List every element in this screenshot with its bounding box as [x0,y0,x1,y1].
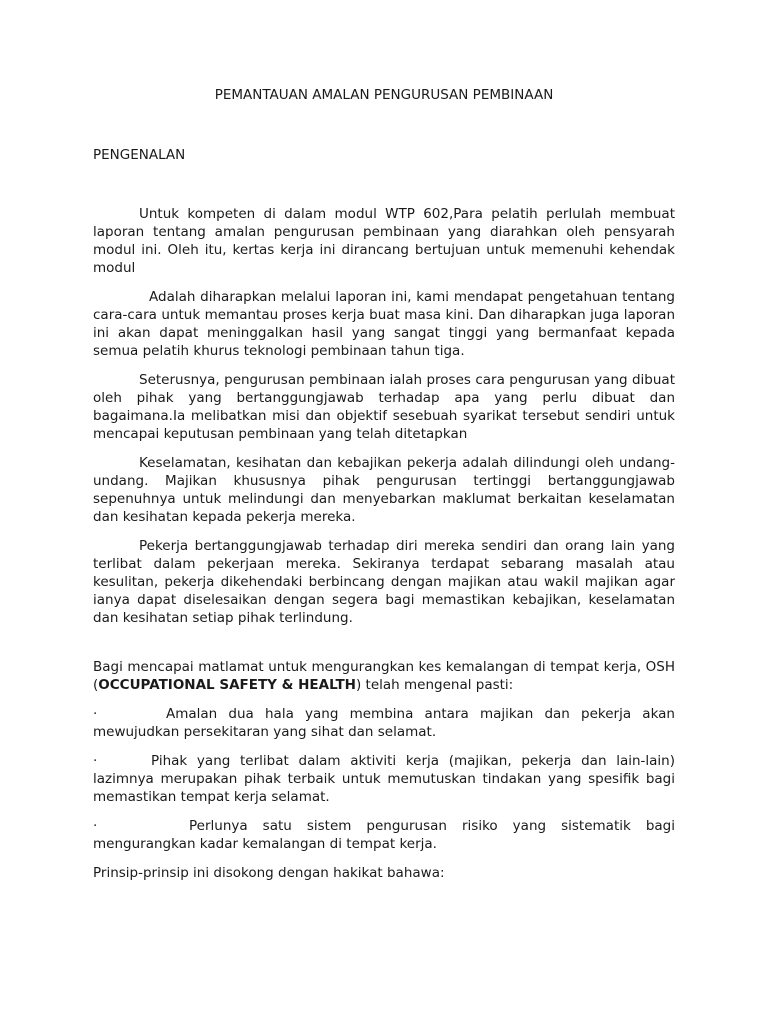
osh-intro [93,658,675,694]
paragraph-4: Keselamatan, kesihatan dan kebajikan pekerja adalah dilindungi oleh undang-undang. Majikan khususnya pihak pengurusan tertinggi bertanggungjawab sepenuhnya untuk melindungi dan menyebarkan maklumat berkaitan keselamatan dan kesihatan kepada pekerja mereka. [93,455,675,525]
bullet-dot: · [93,706,98,722]
osh-intro-after: ) telah mengenal pasti: [355,677,514,693]
paragraph-1: Untuk kompeten di dalam modul WTP 602,Para pelatih perlulah membuat laporan tentang amalan pengurusan pembinaan yang diarahkan oleh pensyarah modul ini. Oleh itu, kertas kerja ini dirancang bertujuan untuk memenuhi kehendak modul [93,206,675,276]
paragraph-2: Adalah diharapkan melalui laporan ini, kami mendapat pengetahuan tentang cara-cara untuk memantau proses kerja buat masa kini. Dan diharapkan juga laporan ini akan dapat meninggalkan hasil yang sangat tinggi yang bermanfaat kepada semua pelatih khurus teknologi pembinaan tahun tiga. [93,289,675,359]
section-heading: PENGENALAN [93,147,186,163]
paragraph-5: Pekerja bertanggungjawab terhadap diri mereka sendiri dan orang lain yang terlibat dalam pekerjaan mereka. Sekiranya terdapat sebarang masalah atau kesulitan, pekerja dikehendaki berbincang dengan majikan atau wakil majikan agar ianya dapat diselesaikan dengan segera bagi memastikan kebajikan, keselamatan dan kesihatan setiap pihak terlindung. [93,538,675,626]
bullet-dot: · [93,753,98,769]
bullet-dot: · [93,818,98,834]
osh-intro-bold: OCCUPATIONAL SAFETY & HEALTH [98,677,356,693]
bullet-text: Amalan dua hala yang membina antara majikan dan pekerja akan mewujudkan persekitaran yang sihat dan selamat. [93,706,675,740]
bullet-item-1 [93,705,675,741]
paragraph-3: Seterusnya, pengurusan pembinaan ialah proses cara pengurusan yang dibuat oleh pihak yang bertanggungjawab terhadap apa yang perlu dibuat dan bagaimana.Ia melibatkan misi dan objektif sesebuah syarikat tersebut sendiri untuk mencapai keputusan pembinaan yang telah ditetapkan [93,372,675,442]
document-title: PEMANTAUAN AMALAN PENGURUSAN PEMBINAAN [214,87,554,103]
closing-line: Prinsip-prinsip ini disokong dengan hakikat bahawa: [93,865,445,881]
document-body [93,205,675,882]
bullet-text: Pihak yang terlibat dalam aktiviti kerja (majikan, pekerja dan lain-lain) lazimnya merupakan pihak terbaik untuk memutuskan tindakan yang spesifik bagi memastikan tempat kerja selamat. [93,753,675,805]
bullet-item-2 [93,752,675,806]
osh-intro-before: Bagi mencapai matlamat untuk mengurangkan kes kemalangan di tempat kerja, OSH ( [93,659,675,693]
bullet-item-3 [93,817,675,853]
bullet-text: Perlunya satu sistem pengurusan risiko yang sistematik bagi mengurangkan kadar kemalangan di tempat kerja. [93,818,675,852]
